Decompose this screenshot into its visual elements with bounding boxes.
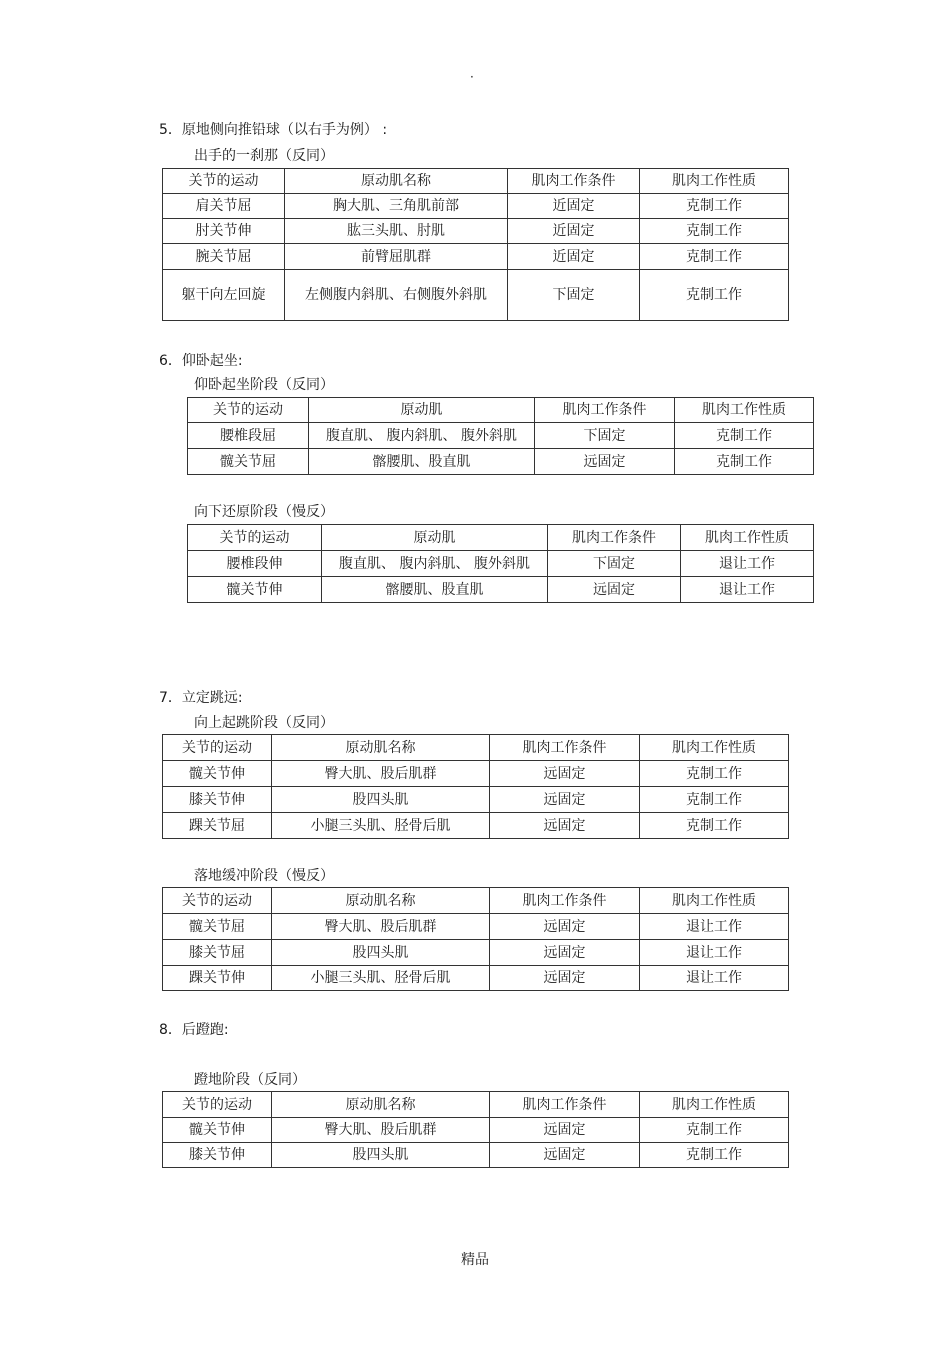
table-cell: 腕关节屈 [163, 244, 285, 270]
column-header: 肌肉工作性质 [675, 398, 814, 423]
table-cell: 股四头肌 [272, 787, 490, 813]
table-cell: 髂腰肌、股直肌 [322, 577, 548, 603]
table-situp-down [187, 524, 814, 603]
table-cell: 近固定 [508, 219, 640, 244]
table-cell: 臀大肌、股后肌群 [272, 761, 490, 787]
page-footer: 精品 [461, 1252, 489, 1268]
table-header-row [163, 888, 789, 914]
column-header: 肌肉工作性质 [681, 525, 814, 551]
table-cell: 克制工作 [640, 244, 789, 270]
column-header: 肌肉工作条件 [490, 1092, 640, 1118]
table-cell: 髂腰肌、股直肌 [309, 449, 535, 475]
column-header: 关节的运动 [163, 735, 272, 761]
table-row [163, 761, 789, 787]
table-cell: 腹直肌、 腹内斜肌、 腹外斜肌 [322, 551, 548, 577]
column-header: 原动肌 [322, 525, 548, 551]
column-header: 肌肉工作条件 [490, 735, 640, 761]
table-cell: 近固定 [508, 244, 640, 270]
table-cell: 臀大肌、股后肌群 [272, 914, 490, 940]
table-header-row [163, 1092, 789, 1118]
table-cell: 前臂屈肌群 [285, 244, 508, 270]
table-cell: 胸大肌、三角肌前部 [285, 194, 508, 219]
table-row [188, 577, 814, 603]
table-cell: 肘关节伸 [163, 219, 285, 244]
column-header: 原动肌名称 [272, 888, 490, 914]
table-row [163, 194, 789, 219]
table-cell: 腹直肌、 腹内斜肌、 腹外斜肌 [309, 423, 535, 449]
table-row [163, 813, 789, 839]
column-header: 关节的运动 [188, 525, 322, 551]
table-cell: 远固定 [490, 813, 640, 839]
table-row [163, 1143, 789, 1168]
table-cell: 远固定 [490, 787, 640, 813]
table-cell: 远固定 [490, 966, 640, 991]
table-cell: 膝关节伸 [163, 787, 272, 813]
table-cell: 远固定 [490, 761, 640, 787]
table-row [163, 940, 789, 966]
table-cell: 下固定 [548, 551, 681, 577]
table-row [188, 449, 814, 475]
table-cell: 下固定 [508, 270, 640, 321]
table-cell: 退让工作 [681, 577, 814, 603]
table-cell: 髋关节伸 [163, 761, 272, 787]
table-cell: 克制工作 [640, 270, 789, 321]
table-cell: 髋关节伸 [188, 577, 322, 603]
table-cell: 退让工作 [640, 914, 789, 940]
table-cell: 克制工作 [640, 194, 789, 219]
section-5-title: 5．原地侧向推铅球（以右手为例） : [159, 122, 388, 138]
table-cell: 股四头肌 [272, 940, 490, 966]
column-header: 肌肉工作性质 [640, 735, 789, 761]
table-cell: 膝关节屈 [163, 940, 272, 966]
table-row [163, 270, 789, 321]
table-running-push [162, 1091, 789, 1168]
table-cell: 腰椎段伸 [188, 551, 322, 577]
column-header: 肌肉工作性质 [640, 888, 789, 914]
table-cell: 克制工作 [640, 761, 789, 787]
table-situp-up [187, 397, 814, 475]
section-7-title: 7．立定跳远: [159, 690, 243, 706]
table-row [188, 551, 814, 577]
table-cell: 克制工作 [640, 787, 789, 813]
table-cell: 躯干向左回旋 [163, 270, 285, 321]
table-header-row [188, 398, 814, 423]
table-cell: 退让工作 [681, 551, 814, 577]
table-cell: 股四头肌 [272, 1143, 490, 1168]
section-6-title: 6．仰卧起坐: [159, 353, 243, 369]
table-cell: 克制工作 [640, 1118, 789, 1143]
table-header-row [163, 169, 789, 194]
column-header: 原动肌名称 [272, 735, 490, 761]
table-cell: 髋关节屈 [188, 449, 309, 475]
table-cell: 克制工作 [640, 813, 789, 839]
column-header: 关节的运动 [163, 1092, 272, 1118]
table-cell: 膝关节伸 [163, 1143, 272, 1168]
table-cell: 克制工作 [675, 449, 814, 475]
table-header-row [163, 735, 789, 761]
column-header: 关节的运动 [163, 169, 285, 194]
table-cell: 左侧腹内斜肌、右侧腹外斜肌 [285, 270, 508, 321]
table-cell: 下固定 [535, 423, 675, 449]
column-header: 原动肌名称 [272, 1092, 490, 1118]
column-header: 肌肉工作条件 [490, 888, 640, 914]
column-header: 肌肉工作性质 [640, 1092, 789, 1118]
section-7b-subtitle: 落地缓冲阶段（慢反） [194, 868, 334, 884]
table-header-row [188, 525, 814, 551]
table-cell: 远固定 [490, 1118, 640, 1143]
table-cell: 臀大肌、股后肌群 [272, 1118, 490, 1143]
column-header: 肌肉工作条件 [508, 169, 640, 194]
column-header: 关节的运动 [188, 398, 309, 423]
table-cell: 肱三头肌、肘肌 [285, 219, 508, 244]
table-cell: 退让工作 [640, 940, 789, 966]
column-header: 肌肉工作性质 [640, 169, 789, 194]
table-jump-landing [162, 887, 789, 991]
section-8-subtitle: 蹬地阶段（反同） [194, 1072, 306, 1088]
section-8-title: 8．后蹬跑: [159, 1022, 229, 1038]
table-cell: 远固定 [490, 1143, 640, 1168]
table-row [163, 787, 789, 813]
section-5-subtitle: 出手的一刹那（反同） [194, 148, 334, 164]
table-cell: 踝关节伸 [163, 966, 272, 991]
section-7a-subtitle: 向上起跳阶段（反同） [194, 715, 334, 731]
column-header: 肌肉工作条件 [535, 398, 675, 423]
table-shot-put [162, 168, 789, 321]
table-cell: 远固定 [490, 940, 640, 966]
table-cell: 远固定 [490, 914, 640, 940]
table-cell: 远固定 [535, 449, 675, 475]
table-cell: 近固定 [508, 194, 640, 219]
table-cell: 克制工作 [675, 423, 814, 449]
header-mark: · [470, 70, 474, 84]
table-row [163, 914, 789, 940]
table-row [163, 1118, 789, 1143]
table-cell: 髋关节伸 [163, 1118, 272, 1143]
table-cell: 髋关节屈 [163, 914, 272, 940]
table-cell: 退让工作 [640, 966, 789, 991]
table-cell: 腰椎段屈 [188, 423, 309, 449]
table-row [163, 219, 789, 244]
column-header: 原动肌 [309, 398, 535, 423]
table-row [188, 423, 814, 449]
table-cell: 踝关节屈 [163, 813, 272, 839]
table-cell: 肩关节屈 [163, 194, 285, 219]
table-cell: 小腿三头肌、胫骨后肌 [272, 813, 490, 839]
table-cell: 克制工作 [640, 219, 789, 244]
table-row [163, 244, 789, 270]
column-header: 关节的运动 [163, 888, 272, 914]
table-cell: 远固定 [548, 577, 681, 603]
section-6a-subtitle: 仰卧起坐阶段（反同） [194, 377, 334, 393]
column-header: 原动肌名称 [285, 169, 508, 194]
table-cell: 小腿三头肌、胫骨后肌 [272, 966, 490, 991]
section-6b-subtitle: 向下还原阶段（慢反） [194, 504, 334, 520]
column-header: 肌肉工作条件 [548, 525, 681, 551]
table-row [163, 966, 789, 991]
table-jump-takeoff [162, 734, 789, 839]
table-cell: 克制工作 [640, 1143, 789, 1168]
